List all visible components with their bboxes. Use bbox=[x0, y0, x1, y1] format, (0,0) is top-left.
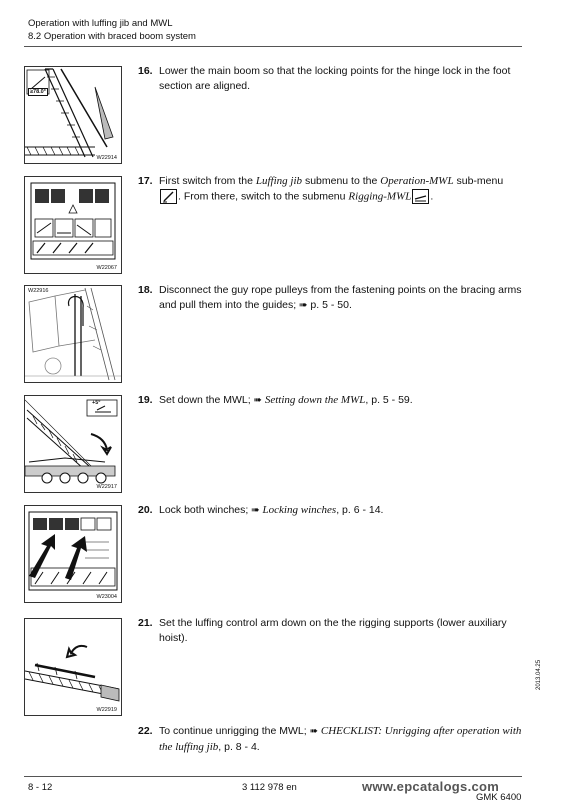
step-number: 18. bbox=[138, 284, 153, 296]
step-text: Set down the MWL; bbox=[159, 394, 251, 406]
step-text: sub-menu bbox=[456, 175, 504, 187]
step-21 bbox=[138, 616, 523, 644]
figure-step-16 bbox=[24, 66, 122, 164]
step-text: Disconnect the guy rope pulleys from the fastening points on the bracing arms and pull them into the guides; bbox=[159, 284, 522, 311]
figure-step-17 bbox=[24, 176, 122, 274]
page-reference: , p. 6 - 14. bbox=[336, 504, 384, 516]
header-rule bbox=[24, 46, 522, 47]
ref-checklist-unrigging: CHECKLIST: Unrigging after operation with the luffing jib bbox=[159, 725, 522, 753]
reference-arrow-icon: ➠ bbox=[299, 299, 308, 311]
reference-arrow-icon: ➠ bbox=[309, 726, 318, 737]
step-20 bbox=[138, 503, 523, 518]
step-number: 19. bbox=[138, 394, 153, 406]
step-number: 20. bbox=[138, 504, 153, 516]
step-text: To continue unrigging the MWL; bbox=[159, 725, 307, 737]
ref-operation-mwl: Operation-MWL bbox=[380, 175, 454, 187]
model-name: GMK 6400 bbox=[476, 792, 522, 803]
page-reference: , p. 8 - 4. bbox=[218, 740, 260, 753]
step-19 bbox=[138, 393, 523, 408]
ref-luffing-jib: Luffing jib bbox=[255, 175, 303, 187]
watermark: www.epcatalogs.com bbox=[362, 779, 500, 794]
header-line-1: Operation with luffing jib and MWL bbox=[28, 18, 173, 29]
step-number: 17. bbox=[138, 175, 153, 187]
figure-step-18 bbox=[24, 285, 122, 383]
page-reference: p. 5 - 50. bbox=[310, 298, 352, 311]
reference-arrow-icon: ➠ bbox=[253, 395, 262, 406]
figure-code: W22067 bbox=[96, 265, 117, 271]
step-text: Lower the main boom so that the locking points for the hinge lock in the foot section are aligned. bbox=[159, 65, 511, 92]
figure-step-21 bbox=[24, 618, 122, 716]
ref-rigging-mwl: Rigging-MWL bbox=[348, 189, 412, 202]
figure-angle-label: ≥78.0° bbox=[30, 89, 46, 95]
ref-locking-winches: Locking winches bbox=[262, 504, 337, 516]
figure-step-19 bbox=[24, 395, 122, 493]
step-22 bbox=[138, 724, 523, 753]
footer-rule bbox=[24, 776, 522, 777]
step-number: 22. bbox=[138, 725, 153, 737]
page-reference: , p. 5 - 59. bbox=[365, 394, 413, 406]
figure-step-20 bbox=[24, 505, 122, 603]
rigging-submenu-icon bbox=[412, 189, 429, 204]
figure-code: W22916 bbox=[28, 288, 49, 294]
figure-code: W23004 bbox=[96, 594, 117, 600]
page-number: 8 - 12 bbox=[28, 782, 53, 793]
step-text: Lock both winches; bbox=[159, 504, 249, 516]
step-text: First switch from the bbox=[159, 175, 253, 187]
figure-code: W22914 bbox=[96, 155, 117, 161]
step-17 bbox=[138, 174, 523, 202]
header-line-2: 8.2 Operation with braced boom system bbox=[28, 31, 196, 42]
figure-code: W22919 bbox=[96, 707, 117, 713]
step-text: . bbox=[430, 189, 434, 202]
step-number: 21. bbox=[138, 617, 153, 629]
print-date: 2013.04.25 bbox=[536, 659, 542, 690]
figure-code: W22917 bbox=[96, 484, 117, 490]
document-number: 3 112 978 en bbox=[242, 782, 297, 793]
step-18 bbox=[138, 283, 523, 311]
step-number: 16. bbox=[138, 65, 153, 77]
step-text: . From there, switch to the submenu bbox=[178, 189, 346, 202]
figure-angle-label: +5° bbox=[92, 400, 101, 406]
luffing-submenu-icon bbox=[160, 189, 177, 204]
step-text: Set the luffing control arm down on the the rigging supports (lower auxiliary hoist). bbox=[159, 617, 507, 644]
reference-arrow-icon: ➠ bbox=[251, 505, 260, 516]
step-16 bbox=[138, 64, 523, 92]
step-text: submenu to the bbox=[304, 175, 378, 187]
ref-setting-down-mwl: Setting down the MWL bbox=[264, 394, 366, 406]
